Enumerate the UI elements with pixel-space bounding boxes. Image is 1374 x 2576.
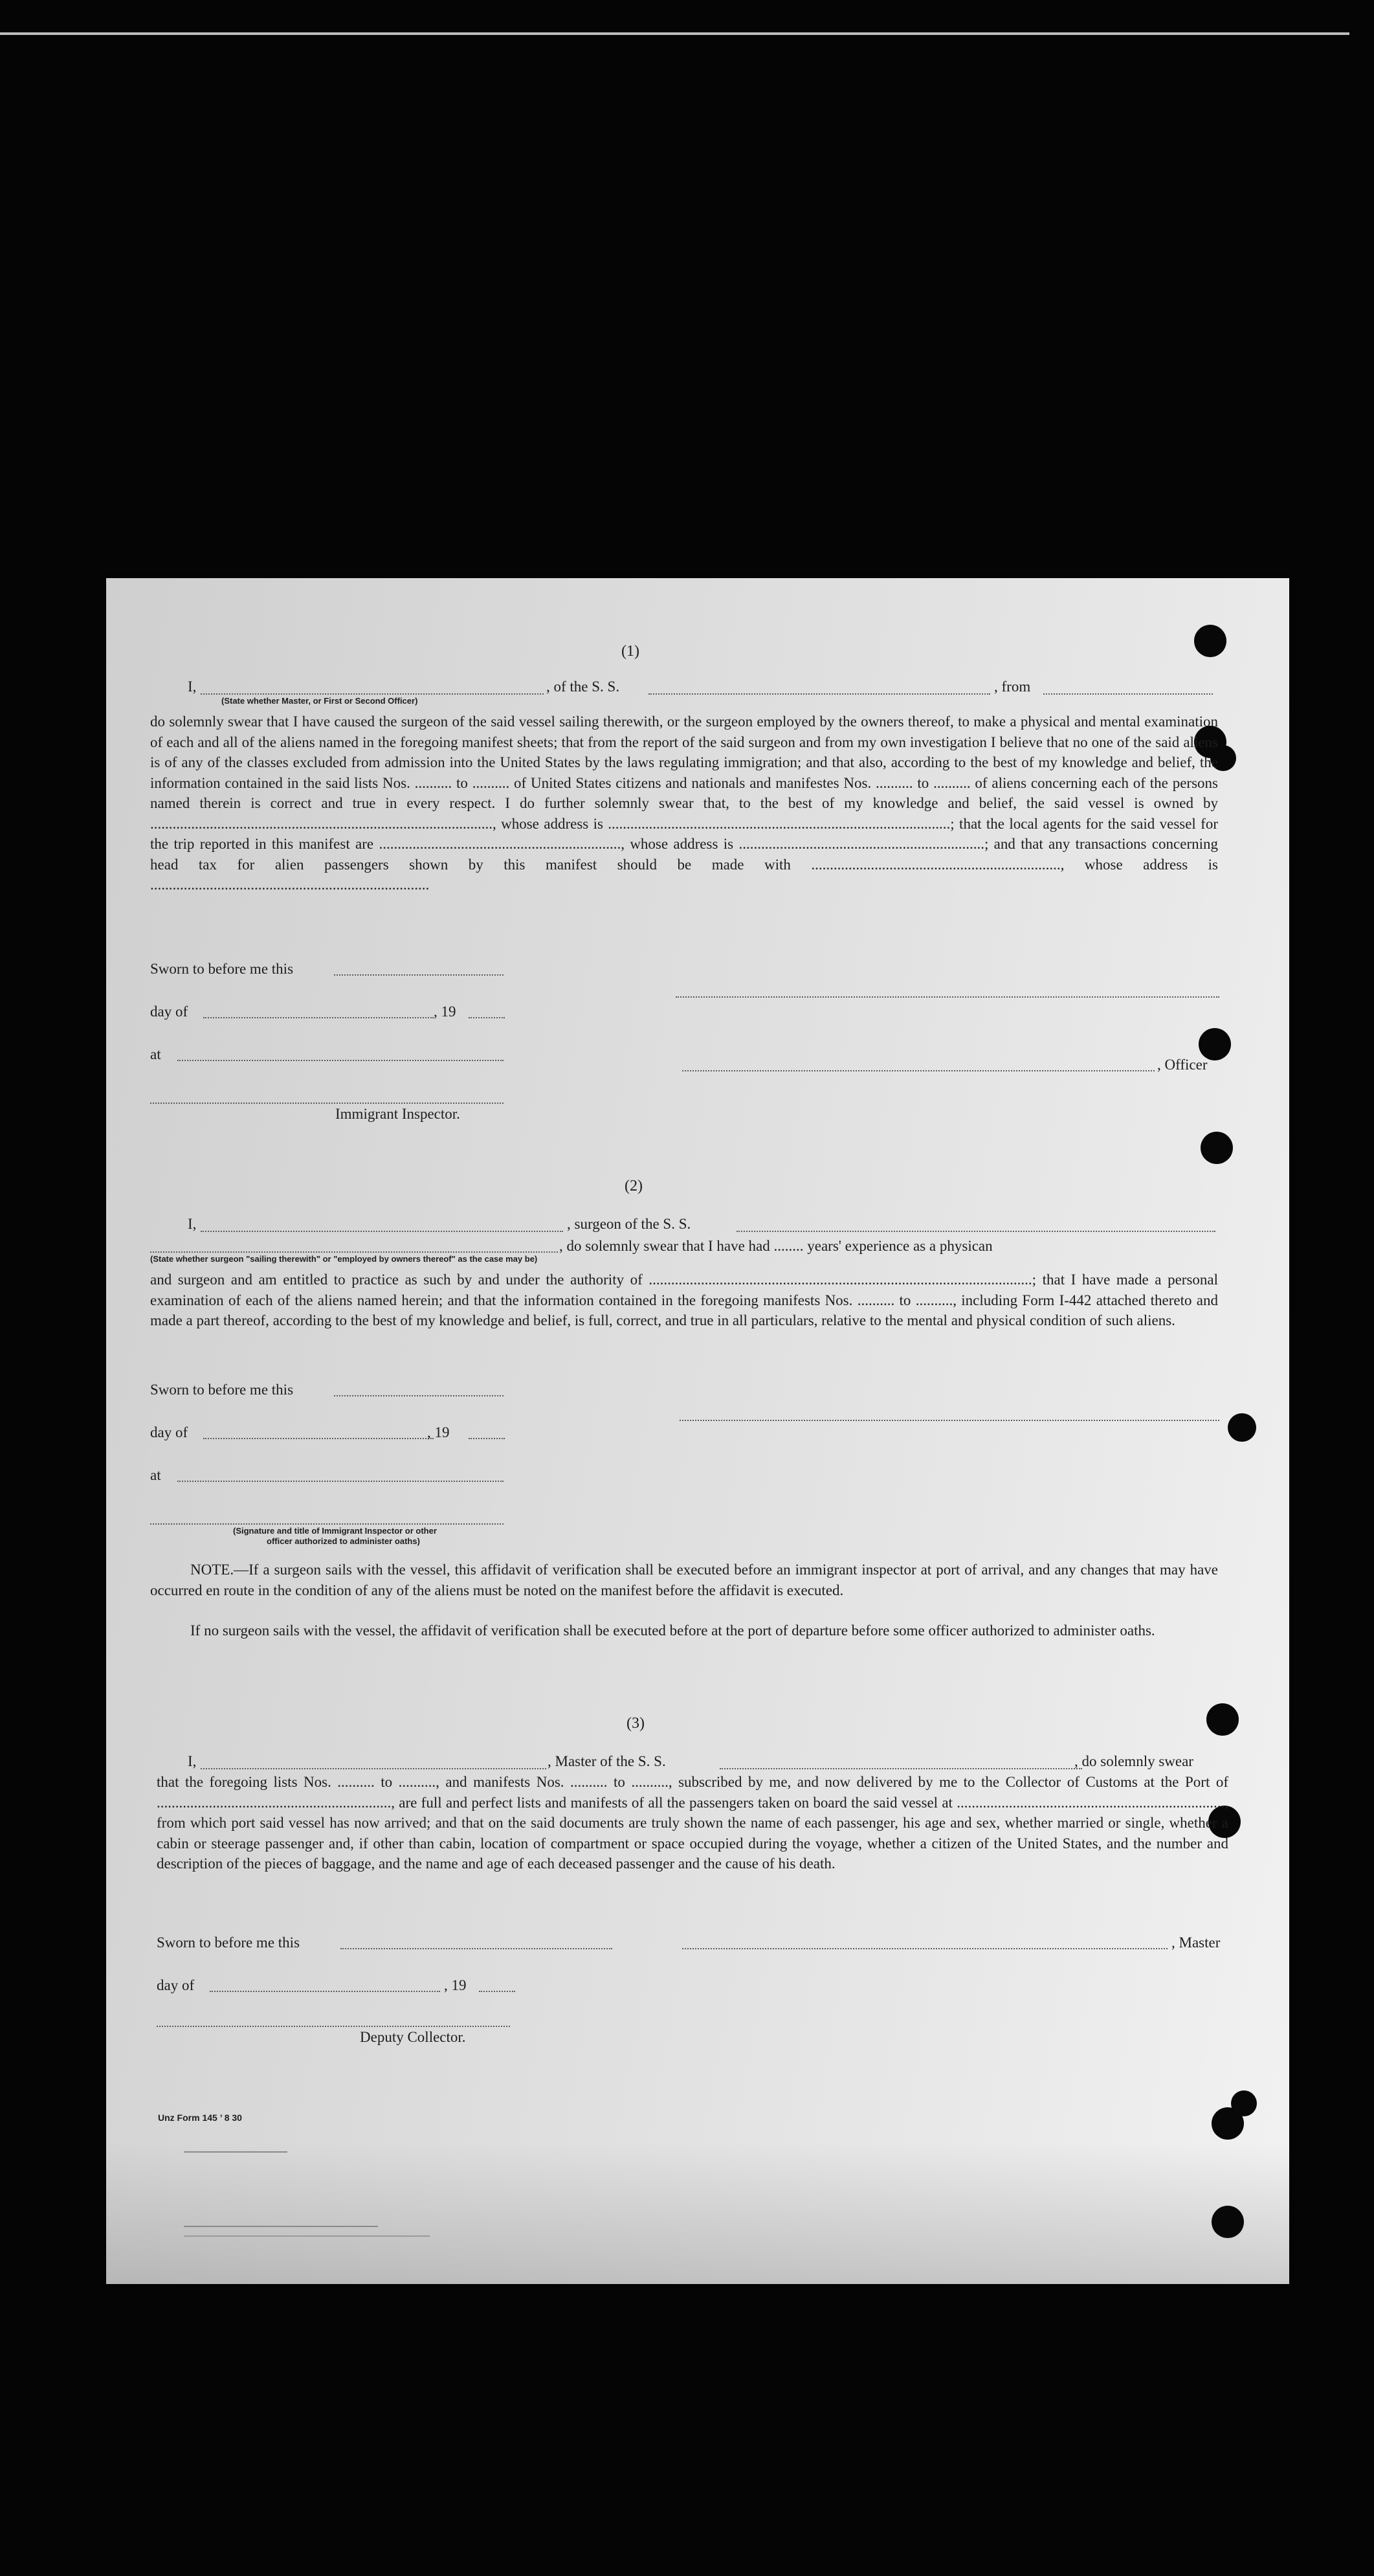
surgeon-note: NOTE.—If a surgeon sails with the vessel, this affidavit of verification shall be executed before an immigrant inspector at port of arrival, and any changes that may have occurred en route in the condition of any of the aliens must be noted on the manifest before the affidavit is executed.	[150, 1562, 1218, 1598]
binder-hole	[1194, 625, 1226, 657]
binder-hole	[1201, 1132, 1233, 1164]
officer-title-blank	[682, 1070, 1155, 1071]
section-1-oath-text: do solemnly swear that I have caused the surgeon of the said vessel sailing therewith, or the surgeon employed by the owners thereof, to make a physical and mental examination of each and all of the aliens named in the foregoing manifest sheets; that from the report of the said surgeon and from my own investigation I believe that no one of the said aliens is of any of the classes excluded from admission into the United States by the laws regulating immigration; and that also, according to the best of my knowledge and belief, the information contained in the said lists Nos. .......... to .......... of United States citizens and nationals and manifestes Nos. .......... to .......... of aliens concerning each of the persons named therein is correct and true in every respect. I do further solemnly swear that, to the best of my knowledge and belief, the said vessel is owned by ............................................................................................, whose address is ............................................................................................; that the local agents for the said vessel for the trip reported in this manifest are ................................................................., whose address is ..................................................................; and that any transactions concerning head tax for alien passengers shown by this manifest should be made with ..................................................................., whose address is ...........................................................................	[150, 713, 1218, 893]
year-blank	[469, 1438, 505, 1439]
no-surgeon-note: If no surgeon sails with the vessel, the affidavit of verification shall be executed before at the port of departure before some officer authorized to administer oaths.	[190, 1622, 1155, 1639]
sworn-label: Sworn to before me this	[157, 1934, 300, 1951]
month-blank	[203, 1438, 434, 1439]
of-the-ss-label: , of the S. S.	[546, 678, 620, 695]
officer-name-blank	[201, 693, 544, 695]
from-port-blank	[1043, 693, 1213, 695]
section-3-oath-text: that the foregoing lists Nos. .......... to .........., and manifests Nos. .......... to .........., subscribed by me, and now delivered by me to the Collector of Customs at the Port of ..............................................................., are full and perfect lists and manifests of all the passengers taken on board the said vessel at ........................................................................, from which port said vessel has now arrived; and that on the said documents are truly shown the name of each passenger, his age and sex, whether married or single, whether a cabin or steerage passenger and, if other than cabin, location of compartment or space occupied during the voyage, whether a citizen of the United States, and the number and description of the pieces of baggage, and the name and age of each deceased passenger and the cause of his death.	[157, 1774, 1228, 1872]
surgeon-name-blank	[201, 1231, 563, 1232]
officer-signature-blank	[676, 996, 1219, 998]
month-blank	[203, 1017, 434, 1018]
master-of-label: , Master of the S. S.	[548, 1753, 666, 1769]
section-1-number: (1)	[621, 643, 639, 660]
officer-label: , Officer	[1157, 1057, 1208, 1073]
from-label: , from	[994, 678, 1031, 695]
ship-name-blank	[648, 693, 990, 695]
manifest-affidavit-page	[106, 578, 1289, 2284]
paper-shade	[106, 2142, 1289, 2284]
sworn-date-blank	[334, 1395, 504, 1396]
year-blank	[469, 1017, 505, 1018]
sworn-date-blank	[334, 974, 504, 976]
faded-line	[184, 2235, 430, 2237]
section-2-oath-text: and surgeon and am entitled to practice as such by and under the authority of .......................................................................................................; that I have made a personal examination of each of the aliens named herein; and that the information contained in the foregoing manifests Nos. .......... to .........., including Form I-442 attached thereto and made a part thereof, according to the best of my knowledge and belief, is full, correct, and true in all particulars, relative to the mental and physical condition of such aliens.	[150, 1271, 1218, 1328]
immigrant-inspector-label: Immigrant Inspector.	[335, 1106, 460, 1122]
oath-pronoun-i: I,	[188, 1753, 197, 1769]
surgeon-signature-blank	[680, 1420, 1219, 1421]
section-2-number: (2)	[625, 1178, 643, 1194]
year-blank	[479, 1991, 515, 1992]
master-label: , Master	[1171, 1934, 1221, 1951]
year-prefix: , 19	[434, 1003, 456, 1020]
signature-caption-line-1: (Signature and title of Immigrant Inspector or other	[233, 1526, 437, 1536]
at-label: at	[150, 1046, 161, 1062]
surgeon-caption: (State whether surgeon "sailing therewith" or "employed by owners thereof" as the case may be)	[150, 1254, 538, 1264]
sworn-label: Sworn to before me this	[150, 1382, 294, 1398]
master-swear-label: , do solemnly swear	[1074, 1753, 1193, 1769]
at-label: at	[150, 1467, 161, 1483]
month-blank	[210, 1991, 440, 1992]
binder-hole	[1231, 2090, 1257, 2116]
sworn-label: Sworn to before me this	[150, 961, 294, 977]
oath-pronoun-i: I,	[188, 1216, 197, 1232]
inspector-signature-blank	[150, 1523, 504, 1525]
year-prefix: , 19	[444, 1977, 467, 1993]
faded-line	[184, 2226, 378, 2227]
officer-caption: (State whether Master, or First or Second Officer)	[221, 696, 418, 706]
ship-name-blank	[720, 1768, 1082, 1769]
day-of-label: day of	[150, 1424, 188, 1440]
deputy-collector-label: Deputy Collector.	[360, 2029, 466, 2045]
day-of-label: day of	[150, 1003, 188, 1020]
sworn-date-blank	[340, 1948, 612, 1949]
binder-hole	[1212, 2206, 1244, 2238]
ship-name-blank	[737, 1231, 1215, 1232]
binder-hole	[1206, 1703, 1239, 1736]
at-place-blank	[177, 1060, 504, 1061]
at-place-blank	[177, 1481, 504, 1482]
surgeon-swear-text: , do solemnly swear that I have had ........ years' experience as a physican	[559, 1238, 993, 1254]
year-prefix: , 19	[427, 1424, 450, 1440]
day-of-label: day of	[157, 1977, 195, 1993]
master-name-blank	[201, 1768, 546, 1769]
section-3-number: (3)	[626, 1715, 645, 1732]
top-rule	[0, 32, 1349, 35]
oath-pronoun-i: I,	[188, 678, 197, 695]
faded-line	[184, 2151, 287, 2153]
surgeon-of-label: , surgeon of the S. S.	[567, 1216, 691, 1232]
form-number: Unz Form 145 ’ 8 30	[158, 2112, 242, 2123]
surgeon-type-blank	[150, 1251, 558, 1253]
binder-hole	[1228, 1413, 1256, 1442]
signature-caption-line-2: officer authorized to administer oaths)	[267, 1536, 420, 1546]
master-signature-blank	[682, 1948, 1168, 1949]
